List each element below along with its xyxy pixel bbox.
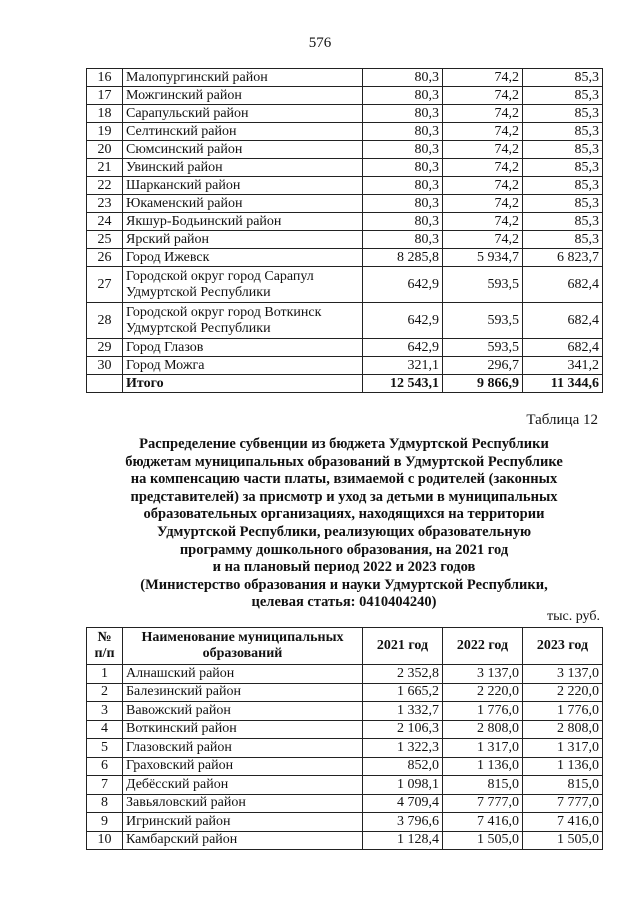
table-row xyxy=(87,831,603,850)
row-name: Якшур-Бодьинский район xyxy=(123,213,363,231)
header-2022: 2022 год xyxy=(443,628,523,665)
row-number: 5 xyxy=(87,739,123,758)
value-2021: 3 796,6 xyxy=(363,813,443,832)
value-2021: 80,3 xyxy=(363,195,443,213)
value-2022: 74,2 xyxy=(443,87,523,105)
row-name: Городской округ город Сарапул Удмуртской Республики xyxy=(123,267,363,303)
row-name: Игринский район xyxy=(123,813,363,832)
value-2022: 2 808,0 xyxy=(443,720,523,739)
value-2021: 80,3 xyxy=(363,123,443,141)
value-2023: 85,3 xyxy=(523,105,603,123)
heading-line: целевая статья: 0410404240) xyxy=(251,594,437,611)
row-name: Ярский район xyxy=(123,231,363,249)
value-2021: 642,9 xyxy=(363,339,443,357)
heading-line: на компенсацию части платы, взимаемой с родителей (законных xyxy=(130,471,558,488)
table-row xyxy=(87,683,603,702)
subvention-table xyxy=(86,627,603,850)
value-2021: 321,1 xyxy=(363,357,443,375)
value-2023: 85,3 xyxy=(523,141,603,159)
value-2023: 341,2 xyxy=(523,357,603,375)
table-header-row xyxy=(87,628,603,665)
value-2021: 8 285,8 xyxy=(363,249,443,267)
row-number: 19 xyxy=(87,123,123,141)
value-2023: 2 808,0 xyxy=(523,720,603,739)
value-2023: 682,4 xyxy=(523,303,603,339)
value-2021: 80,3 xyxy=(363,159,443,177)
row-number: 3 xyxy=(87,702,123,721)
row-name: Алнашский район xyxy=(123,665,363,684)
value-2022: 3 137,0 xyxy=(443,665,523,684)
value-2022: 593,5 xyxy=(443,339,523,357)
row-number: 6 xyxy=(87,757,123,776)
value-2022: 1 505,0 xyxy=(443,831,523,850)
value-2023: 85,3 xyxy=(523,177,603,195)
row-name: Город Можга xyxy=(123,357,363,375)
value-2021: 80,3 xyxy=(363,87,443,105)
total-2023: 11 344,6 xyxy=(523,375,603,393)
row-name: Можгинский район xyxy=(123,87,363,105)
value-2021: 80,3 xyxy=(363,69,443,87)
value-2022: 74,2 xyxy=(443,105,523,123)
value-2021: 1 128,4 xyxy=(363,831,443,850)
heading-line: Удмуртской Республики, реализующих образовательную xyxy=(156,523,532,540)
row-name: Город Ижевск xyxy=(123,249,363,267)
heading-line: образовательных организациях, находящихся на территории xyxy=(143,506,545,523)
row-number: 25 xyxy=(87,231,123,249)
table-row xyxy=(87,231,603,249)
row-number: 16 xyxy=(87,69,123,87)
value-2023: 1 505,0 xyxy=(523,831,603,850)
value-2021: 80,3 xyxy=(363,231,443,249)
row-number: 18 xyxy=(87,105,123,123)
value-2021: 80,3 xyxy=(363,177,443,195)
table-row xyxy=(87,702,603,721)
row-name: Город Глазов xyxy=(123,339,363,357)
row-number: 1 xyxy=(87,665,123,684)
row-name: Завьяловский район xyxy=(123,794,363,813)
table-row xyxy=(87,159,603,177)
table-row xyxy=(87,69,603,87)
row-number: 10 xyxy=(87,831,123,850)
table-row xyxy=(87,267,603,303)
value-2023: 2 220,0 xyxy=(523,683,603,702)
row-name: Шарканский район xyxy=(123,177,363,195)
heading-line: бюджетам муниципальных образований в Удмуртской Республике xyxy=(125,453,563,470)
table-row xyxy=(87,303,603,339)
row-number: 9 xyxy=(87,813,123,832)
page-number: 576 xyxy=(308,35,332,51)
value-2022: 815,0 xyxy=(443,776,523,795)
table-row xyxy=(87,195,603,213)
row-number: 23 xyxy=(87,195,123,213)
heading-line: (Министерство образования и науки Удмуртской Республики, xyxy=(140,576,548,593)
row-name: Сюмсинский район xyxy=(123,141,363,159)
value-2022: 593,5 xyxy=(443,267,523,303)
table-row xyxy=(87,249,603,267)
table-row xyxy=(87,813,603,832)
row-name: Вавожский район xyxy=(123,702,363,721)
value-2021: 642,9 xyxy=(363,267,443,303)
row-name: Сарапульский район xyxy=(123,105,363,123)
value-2023: 1 776,0 xyxy=(523,702,603,721)
value-2023: 85,3 xyxy=(523,159,603,177)
total-empty-cell xyxy=(87,375,123,393)
value-2022: 7 416,0 xyxy=(443,813,523,832)
table-row xyxy=(87,141,603,159)
row-number: 8 xyxy=(87,794,123,813)
table-row xyxy=(87,757,603,776)
total-2021: 12 543,1 xyxy=(363,375,443,393)
value-2022: 296,7 xyxy=(443,357,523,375)
row-number: 20 xyxy=(87,141,123,159)
row-name: Юкаменский район xyxy=(123,195,363,213)
value-2023: 7 416,0 xyxy=(523,813,603,832)
row-number: 4 xyxy=(87,720,123,739)
value-2021: 2 352,8 xyxy=(363,665,443,684)
row-number: 29 xyxy=(87,339,123,357)
units-label: тыс. руб. xyxy=(547,609,600,624)
table-label: Таблица 12 xyxy=(526,412,598,428)
value-2022: 74,2 xyxy=(443,195,523,213)
total-label: Итого xyxy=(123,375,363,393)
row-name: Дебёсский район xyxy=(123,776,363,795)
row-name: Балезинский район xyxy=(123,683,363,702)
table-row xyxy=(87,739,603,758)
row-name: Малопургинский район xyxy=(123,69,363,87)
value-2023: 85,3 xyxy=(523,213,603,231)
value-2022: 2 220,0 xyxy=(443,683,523,702)
value-2021: 852,0 xyxy=(363,757,443,776)
value-2021: 2 106,3 xyxy=(363,720,443,739)
value-2023: 85,3 xyxy=(523,87,603,105)
table-row xyxy=(87,720,603,739)
value-2022: 1 776,0 xyxy=(443,702,523,721)
table-row xyxy=(87,177,603,195)
row-number: 7 xyxy=(87,776,123,795)
header-num: № п/п xyxy=(87,628,123,665)
value-2022: 74,2 xyxy=(443,141,523,159)
table-row xyxy=(87,339,603,357)
value-2023: 85,3 xyxy=(523,195,603,213)
heading-line: и на плановый период 2022 и 2023 годов xyxy=(212,559,476,576)
row-number: 22 xyxy=(87,177,123,195)
row-number: 24 xyxy=(87,213,123,231)
value-2021: 80,3 xyxy=(363,213,443,231)
table-heading xyxy=(86,436,602,612)
value-2021: 642,9 xyxy=(363,303,443,339)
value-2021: 80,3 xyxy=(363,105,443,123)
table-row xyxy=(87,357,603,375)
header-2021: 2021 год xyxy=(363,628,443,665)
heading-line: программу дошкольного образования, на 2021 год xyxy=(179,541,509,558)
value-2022: 74,2 xyxy=(443,231,523,249)
value-2022: 74,2 xyxy=(443,123,523,141)
value-2023: 815,0 xyxy=(523,776,603,795)
row-name: Граховский район xyxy=(123,757,363,776)
value-2023: 6 823,7 xyxy=(523,249,603,267)
value-2021: 1 098,1 xyxy=(363,776,443,795)
value-2022: 5 934,7 xyxy=(443,249,523,267)
row-name: Селтинский район xyxy=(123,123,363,141)
header-name: Наименование муниципальных образований xyxy=(123,628,363,665)
value-2022: 74,2 xyxy=(443,177,523,195)
value-2021: 4 709,4 xyxy=(363,794,443,813)
table-row xyxy=(87,665,603,684)
value-2021: 1 665,2 xyxy=(363,683,443,702)
value-2022: 7 777,0 xyxy=(443,794,523,813)
value-2023: 85,3 xyxy=(523,123,603,141)
header-2023: 2023 год xyxy=(523,628,603,665)
value-2023: 85,3 xyxy=(523,69,603,87)
row-number: 21 xyxy=(87,159,123,177)
value-2022: 1 317,0 xyxy=(443,739,523,758)
total-2022: 9 866,9 xyxy=(443,375,523,393)
value-2021: 1 322,3 xyxy=(363,739,443,758)
value-2021: 1 332,7 xyxy=(363,702,443,721)
row-name: Воткинский район xyxy=(123,720,363,739)
row-number: 2 xyxy=(87,683,123,702)
row-name: Городской округ город Воткинск Удмуртской Республики xyxy=(123,303,363,339)
row-name: Камбарский район xyxy=(123,831,363,850)
value-2022: 74,2 xyxy=(443,69,523,87)
table-row xyxy=(87,105,603,123)
value-2023: 1 136,0 xyxy=(523,757,603,776)
table-row xyxy=(87,213,603,231)
table-row xyxy=(87,87,603,105)
value-2023: 85,3 xyxy=(523,231,603,249)
total-row xyxy=(87,375,603,393)
heading-line: Распределение субвенции из бюджета Удмуртской Республики xyxy=(139,436,549,452)
table-row xyxy=(87,776,603,795)
value-2023: 7 777,0 xyxy=(523,794,603,813)
value-2023: 1 317,0 xyxy=(523,739,603,758)
row-name: Глазовский район xyxy=(123,739,363,758)
heading-line: представителей) за присмотр и уход за детьми в муниципальных xyxy=(130,488,558,505)
value-2022: 1 136,0 xyxy=(443,757,523,776)
table-row xyxy=(87,123,603,141)
table-row xyxy=(87,794,603,813)
row-number: 27 xyxy=(87,267,123,303)
value-2021: 80,3 xyxy=(363,141,443,159)
value-2022: 74,2 xyxy=(443,159,523,177)
continued-table xyxy=(86,68,603,393)
value-2022: 74,2 xyxy=(443,213,523,231)
value-2023: 682,4 xyxy=(523,267,603,303)
row-number: 28 xyxy=(87,303,123,339)
row-name: Увинский район xyxy=(123,159,363,177)
value-2023: 682,4 xyxy=(523,339,603,357)
row-number: 17 xyxy=(87,87,123,105)
row-number: 26 xyxy=(87,249,123,267)
value-2023: 3 137,0 xyxy=(523,665,603,684)
value-2022: 593,5 xyxy=(443,303,523,339)
row-number: 30 xyxy=(87,357,123,375)
